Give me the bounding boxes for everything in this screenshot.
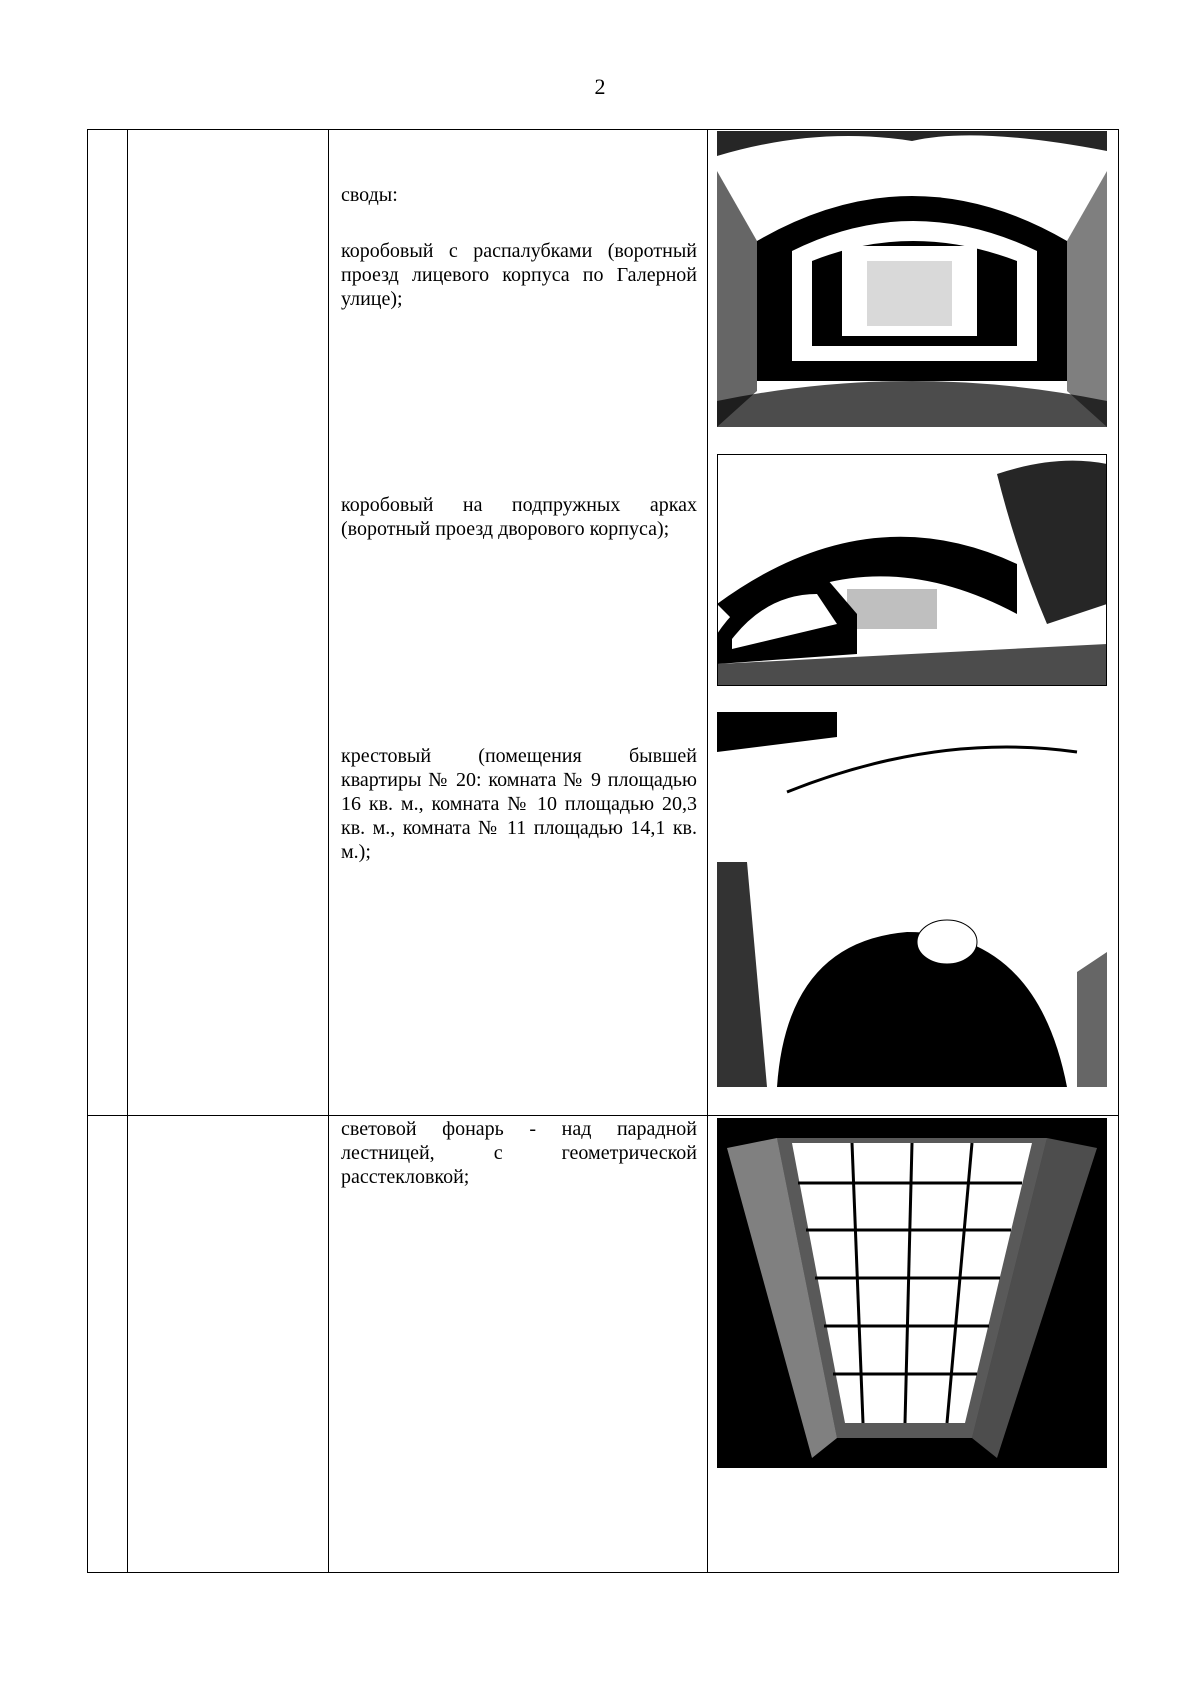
skylight-description: световой фонарь - над парадной лестницей, с геометрической расстекловкой;	[341, 1118, 697, 1188]
vault-description-1: коробовый с распалубками (воротный проезд лицевого корпуса по Галерной улице);	[341, 240, 697, 310]
table-row	[88, 1116, 1119, 1573]
cell-description	[329, 130, 708, 1116]
cell-name	[128, 1116, 329, 1573]
photo-cross-vault	[717, 712, 1107, 1087]
page-number: 2	[594, 74, 606, 99]
photo-vault-arches	[717, 454, 1107, 686]
table-row	[88, 130, 1119, 1116]
cell-name	[128, 130, 329, 1116]
vault-description-3: крестовый (помещения бывшей квартиры № 20: комната № 9 площадью 16 кв. м., комната № 10 площадью 20,3 кв. м., комната № 11 площадью 14,1 кв. м.);	[341, 745, 697, 863]
cell-photos	[708, 1116, 1119, 1573]
vaults-heading: своды:	[341, 184, 398, 206]
cell-photos	[708, 130, 1119, 1116]
vault-description-2: коробовый на подпружных арках (воротный проезд дворового корпуса);	[341, 494, 697, 540]
cell-description	[329, 1116, 708, 1573]
document-table	[87, 129, 1119, 1573]
cell-number	[88, 1116, 128, 1573]
photo-vault-lunettes	[717, 131, 1107, 427]
cell-number	[88, 130, 128, 1116]
photo-skylight	[717, 1118, 1107, 1468]
